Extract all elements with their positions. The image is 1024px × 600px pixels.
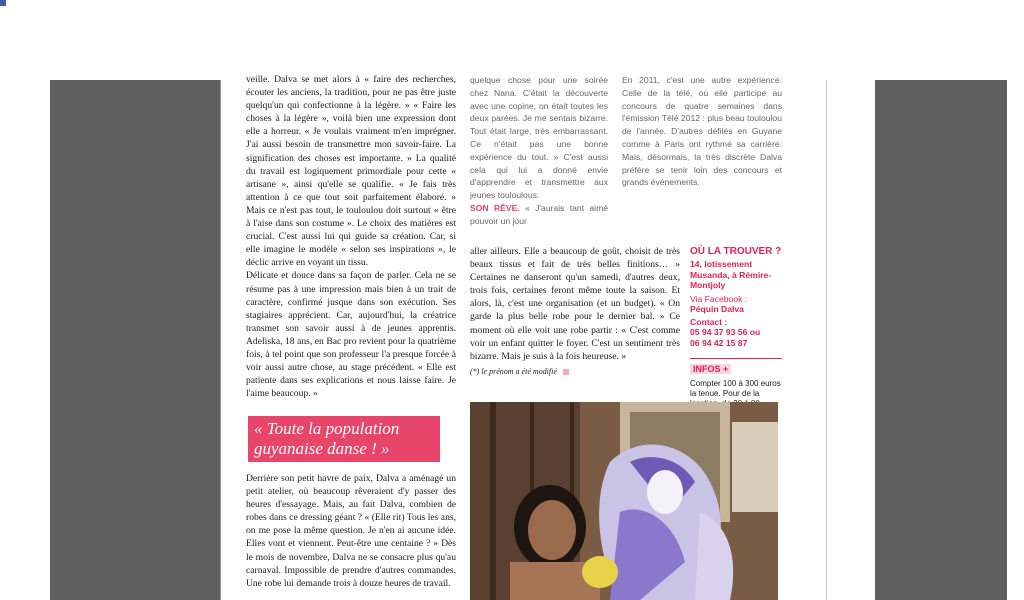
phone-1: 05 94 37 93 56 ou	[690, 327, 761, 337]
pull-quote	[248, 416, 440, 462]
heading-son-reve: SON RÊVE.	[470, 202, 520, 213]
pull-quote-line-2: guyanaise danse ! »	[254, 439, 390, 458]
paragraph-apprentices: Délicate et douce dans sa façon de parler. Cela ne se résume pas à une impression mais bien à un trait de caractère, confirmé jusque dans son exécution. Ses stagiaires apprécient. Car, aujourd'hui, la créatrice transmet son savoir aussi à de jeunes apprentis. Adeliska, 18 ans, en Bac pro revient pour la quatrième fois, à tel point que son professeur l'a presque forcée à voir aussi autre chose, au stage précédent. « Elle est patiente dans ses explications et nous laisse faire. Je l'aime beaucoup. »	[246, 270, 456, 400]
app-corner-icon	[0, 0, 6, 6]
phone-2: 06 94 42 15 87	[690, 337, 748, 348]
paragraph-craft: veille. Dalva se met alors à « faire des recherches, écouter les anciens, la tradition, pour ne pas être juste quelqu'un qui confectionne à la légère. » « Faire les choses à la légère », voilà bien une expression dont elle a horreur. « Je voulais vraiment m'en imprégner. J'ai aussi besoin de transmettre mon savoir-faire. La signification des choses est importante. » La qualité du travail est logiquement primordiale pour cette « artisane », ainsi qu'elle se qualifie. « Je fais très attention à ce que tout soit parfaitement élaboré. » Mais ce n'est pas tout, le touloulou doit surtout « être à l'aise dans son costume ». Le choix des matières est crucial. C'est aussi lui qui guide sa création. Car, si elle imagine le modèle « selon ses inspirations », le déclic arrive en voyant un tissu.	[246, 74, 456, 269]
magazine-page	[220, 74, 875, 600]
paragraph-experience: quelque chose pour une soirée chez Nana. C'était la découverte avec une copine, on était toutes les deux parées. Je me sentais bizarre. Tout était large, très embarrassant. Ce n'était pas une bonne expérience du tout. » C'est aussi cela qui lui a donné envie d'apprendre et transmettre aux jeunes touloulous.	[470, 75, 608, 201]
paragraph-dream	[470, 202, 608, 228]
footnote: (*) le prénom a été modifié	[470, 365, 680, 378]
paragraph-dresses: aller ailleurs. Elle a beaucoup de goût, choisit de très beaux tissus et fait de très belles finitions… » Certaines ne danseront qu'un samedi, d'autres deux, trois fois, certaines feront même toute la saison. Et alors, là, c'est une organisation (et un budget). « On garde la plus belle robe pour le dernier bal. » Ce moment où elle voit une robe partir : « C'est comme voir un enfant quitter le foyer. C'est un sentiment très bizarre. Mais je suis à la fois heureuse. »	[470, 246, 680, 362]
column-middle-top	[470, 74, 608, 228]
dream-text: « J'aurais tant aimé pouvoir un jour	[470, 202, 609, 226]
page-edge-left	[220, 80, 221, 600]
sidebar-info	[690, 246, 782, 419]
where-title: OÙ LA TROUVER ?	[690, 246, 782, 257]
column-right-top	[622, 74, 782, 189]
contact-label: Contact :	[690, 316, 728, 327]
column-left	[246, 73, 456, 400]
address-text: 14, lotissement Musanda, à Rémire-Montjoly	[690, 259, 772, 290]
paragraph-television: En 2011, c'est une autre expérience. Celle de la télé, où elle participe au concours de quatre semaines dans l'émission Télé 2012 : plus beau touloulou de l'année. D'autres défilés en Guyane comme à Paris ont rythmé sa carrière. Mais, désormais, la très discrète Dalva préfère se tenir loin des concours et grands événements.	[622, 75, 782, 188]
end-mark-icon	[563, 369, 569, 375]
paragraph-workshop: Derrière son petit havre de paix, Dalva a aménagé un petit atelier, où beaucoup rêveraient d'y passer des heures d'essayage. Mais, au fait Dalva, combien de robes dans ce dressing géant ? « (Elle rit) Tous les ans, on me pose la même question. Je n'en ai aucune idée. Elles vont et viennent. Peut-être une centaine ? » Dès le mois de novembre, Dalva ne se consacre plus qu'au carnaval. Impossible de prendre d'autres commandes. Une robe lui demande trois à douze heures de travail.	[246, 473, 456, 589]
column-middle-main	[470, 245, 680, 378]
infos-text: Compter 100 à 300 euros la tenue. Pour de la	[690, 379, 781, 398]
page-edge-right	[826, 80, 827, 600]
document-viewer[interactable]	[50, 74, 1007, 600]
infos-title: INFOS +	[690, 364, 731, 374]
facebook-label: Via Facebook :	[690, 293, 748, 304]
portrait-photo	[470, 402, 778, 600]
facebook-name: Péquin Dalva	[690, 304, 744, 314]
column-left-bottom	[246, 472, 456, 590]
pull-quote-line-1: « Toute la population	[254, 419, 400, 438]
